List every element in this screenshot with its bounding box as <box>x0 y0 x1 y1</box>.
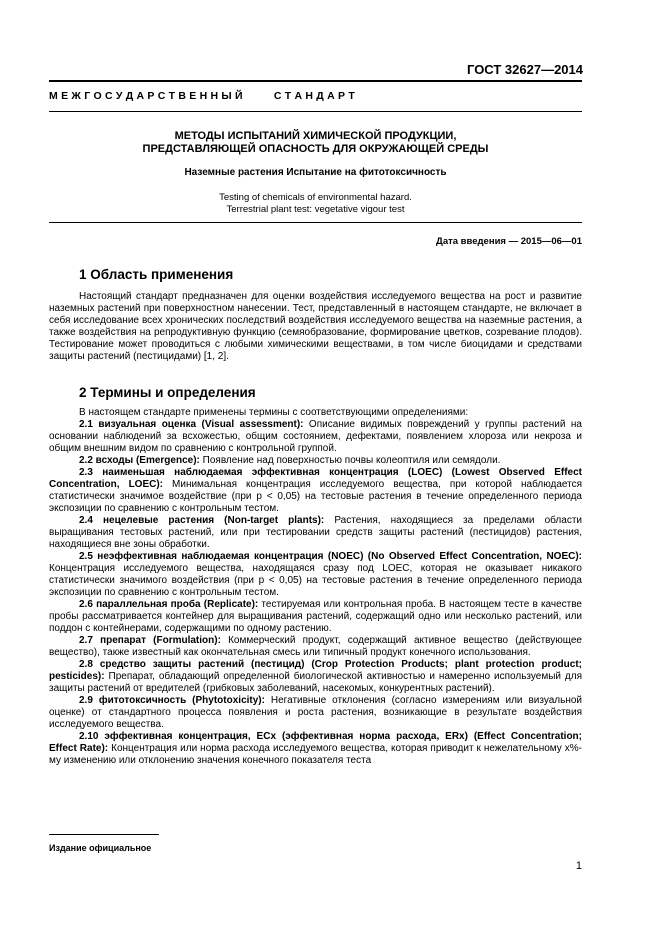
term-definition <box>49 599 582 635</box>
section-2-body <box>49 407 582 767</box>
term-definition <box>49 731 582 767</box>
document-title <box>49 130 582 156</box>
term-name: 2.9 фитотоксичность (Phytotoxicity): <box>79 695 265 706</box>
introduction-date: Дата введения — 2015—06—01 <box>436 236 582 247</box>
term-definition <box>49 635 582 659</box>
term-definition <box>49 455 582 467</box>
term-text: тестируемая или контрольная проба. В настоящем тесте в качестве пробы рассматривается контейнер для выращивания растений, содержащий одно или несколько растений, или поддон с контейнерами, содержащими по одному растению. <box>49 599 582 634</box>
edition-label: Издание официальное <box>49 843 152 853</box>
term-definition <box>49 515 582 551</box>
section-2-heading: 2 Термины и определения <box>79 385 256 400</box>
term-name: 2.7 препарат (Formulation): <box>79 635 221 646</box>
term-text: Негативные отклонения (согласно измерениям или визуальной оценке) от стандартного процесса появления и роста растения, возникающие в результате воздействия исследуемого вещества. <box>49 695 582 730</box>
term-name: 2.4 нецелевые растения (Non-target plants): <box>79 515 325 526</box>
section-2-intro: В настоящем стандарте применены термины с соответствующими определениями: <box>79 407 469 418</box>
term-name: 2.8 средство защиты растений (пестицид) (Crop Protection Products; plant protection product; pesticides): <box>49 659 582 682</box>
gost-code: ГОСТ 32627—2014 <box>467 62 583 77</box>
term-text: Коммерческий продукт, содержащий активное вещество (действующее вещество), также известный как окончательная смесь или типичный продукт конечного использования. <box>49 635 582 658</box>
english-title <box>49 192 582 216</box>
term-name: 2.5 неэффективная наблюдаемая концентрация (NOEC) (No Observed Effect Concentration, NOEC): <box>79 551 582 562</box>
term-text: Концентрация или норма расхода исследуемого вещества, которая приводит к нежелательному x%-му изменению или отклонению значения конечного показателя теста <box>49 743 582 766</box>
term-text: Минимальная концентрация исследуемого вещества, при которой наблюдается статистически значимое воздействие (при p < 0,05) на тестовые растения в течение определенного периода экспозиции по сравнению с контрольным тестом. <box>49 479 582 514</box>
header-rule-lower <box>49 111 582 112</box>
term-name: 2.1 визуальная оценка (Visual assessment): <box>79 419 304 430</box>
title-rule <box>49 222 582 223</box>
term-definition <box>49 659 582 695</box>
term-definition <box>49 419 582 455</box>
title-line-2: ПРЕДСТАВЛЯЮЩЕЙ ОПАСНОСТЬ ДЛЯ ОКРУЖАЮЩЕЙ СРЕДЫ <box>142 143 489 155</box>
term-text: Появление над поверхностью почвы колеоптиля или семядоли. <box>199 455 501 466</box>
term-text: Описание видимых повреждений у группы растений на основании наблюдений за всхожестью, общим состоянием, дефектами, появлением хлороза или некроза и общим внешним видом по сравнению с контрольной группой. <box>49 419 582 454</box>
term-name: 2.3 наименьшая наблюдаемая эффективная концентрация (LOEC) (Lowest Observed Effect Concentration, LOEC): <box>49 467 582 490</box>
english-title-line-1: Testing of chemicals of environmental hazard. <box>219 192 412 203</box>
page-number: 1 <box>575 860 582 872</box>
term-definition <box>49 551 582 599</box>
section-1-body <box>49 291 582 363</box>
term-name: 2.6 параллельная проба (Replicate): <box>79 599 259 610</box>
footer-rule <box>49 834 159 835</box>
title-line-1: МЕТОДЫ ИСПЫТАНИЙ ХИМИЧЕСКОЙ ПРОДУКЦИИ, <box>174 130 457 142</box>
term-text: Растения, находящиеся за пределами области выращивания тестовых растений, или при тестировании средств защиты растений (пестицидов) растения, находящиеся вне зоны обработки. <box>49 515 582 550</box>
term-definition <box>49 695 582 731</box>
english-title-line-2: Terrestrial plant test: vegetative vigour test <box>226 204 405 215</box>
section-1-heading: 1 Область применения <box>79 267 234 282</box>
standard-type: М Е Ж Г О С У Д А Р С Т В Е Н Н Ы Й С Т А Н Д А Р Т <box>49 90 355 102</box>
document-subtitle: Наземные растения Испытание на фитотоксичность <box>184 167 447 178</box>
term-text: Препарат, обладающий определенной биологической активностью и намеренно используемый для защиты растений от вредителей (грибковых заболеваний, насекомых, конкурентных растений). <box>49 671 582 694</box>
term-name: 2.10 эффективная концентрация, ECx (эффективная норма расхода, ERx) (Effect Concentration; Effect Rate): <box>49 731 582 754</box>
term-definition <box>49 467 582 515</box>
header-rule <box>49 80 582 82</box>
term-name: 2.2 всходы (Emergence): <box>79 455 200 466</box>
section-1-paragraph: Настоящий стандарт предназначен для оценки воздействия исследуемого вещества на рост и развитие наземных растений при поверхностном нанесении. Тест, представленный в настоящем стандарте, не включает в себя исследование всех хронических последствий воздействия исследуемого вещества на наземные растения, а также воздействия на репродуктивную функцию (семяобразование, формирование цветков, созревание плодов). Тестирование может проводиться с любыми химическими веществами, в том числе биоцидами и средствами защиты растений (пестицидами) [1, 2]. <box>49 291 582 362</box>
term-text: Концентрация исследуемого вещества, находящаяся сразу под LOEC, которая не оказывает никакого статистически значимого воздействия (при p < 0,05) на тестовые растения в течение определенного периода экспозиции по сравнению с контрольным тестом. <box>49 563 582 598</box>
